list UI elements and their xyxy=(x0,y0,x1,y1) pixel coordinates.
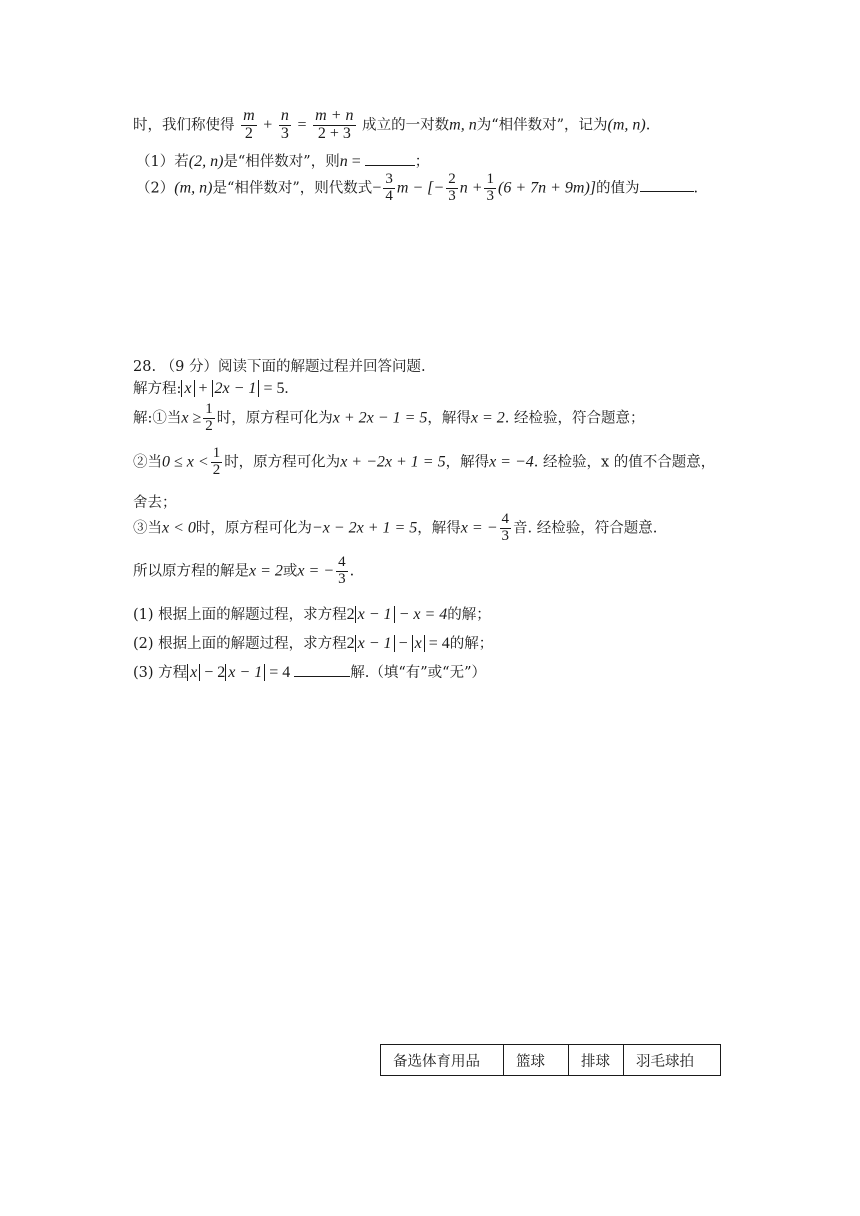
q27-intro-line: 时，我们称使得 $\frac{m}{2}$ + $\frac{n}{3}$ = $\frac{m + n}{2 + 3}$ 成立的一对数m, n为“相伴数对”，记为(m, n). xyxy=(133,107,651,142)
answer-blank[interactable] xyxy=(640,177,694,192)
q28-case2: ②当0 ≤ x < $\frac{1}{2}$ 时，原方程可化为x + −2x + 1 = 5，解得x = −4. 经检验，x 的值不合题意， xyxy=(133,445,716,478)
q28-heading: 28. （9 分）阅读下面的解题过程并回答问题. xyxy=(133,359,426,375)
q27-intro-named: 为“相伴数对”，记为 xyxy=(476,117,608,134)
fraction-1-3: $\frac{1}{3}$ xyxy=(486,171,494,204)
fraction-4-3: $\frac{4}{3}$ xyxy=(501,511,509,544)
q28-sub2: (2) 根据上面的解题过程，求方程2 x − 1 − x = 4的解； xyxy=(133,635,494,652)
fraction-n-over-3: $\frac{n}{3}$ xyxy=(280,107,289,142)
q28-case1: 解:①当x ≥ $\frac{1}{2}$ 时，原方程可化为x + 2x − 1 = 5，解得x = 2. 经检验，符合题意； xyxy=(133,401,645,434)
q28-case2-cont: 舍去； xyxy=(133,495,177,511)
fraction-m-over-2: $\frac{m}{2}$ xyxy=(243,107,255,142)
fraction-rhs: $\frac{m + n}{2 + 3}$ xyxy=(315,107,354,142)
q28-conclusion: 所以原方程的解是x = 2或x = − $\frac{4}{3}$ . xyxy=(133,554,355,587)
q27-intro-before: 时，我们称使得 xyxy=(133,117,235,134)
q27-part2: （2）(m, n)是“相伴数对”，则代数式− $\frac{3}{4}$ m − [− $\frac{2}{3}$ n + $\frac{1}{3}$ (6 + 7n + 9m)]的值为 . xyxy=(136,171,699,204)
fraction-4-3: $\frac{4}{3}$ xyxy=(338,554,346,587)
table-row xyxy=(381,1045,721,1076)
q27-intro-mid: 成立的一对数 xyxy=(362,117,450,134)
q28-sub1: (1) 根据上面的解题过程，求方程2 x − 1 − x = 4的解； xyxy=(133,606,491,623)
fraction-1-2: $\frac{1}{2}$ xyxy=(205,401,213,434)
table-cell: 排球 xyxy=(569,1045,624,1076)
q28-sub3: (3) 方程 x − 2 x − 1 = 4 解.（填“有”或“无”） xyxy=(133,664,486,681)
fraction-3-4: $\frac{3}{4}$ xyxy=(385,171,393,204)
fraction-2-3: $\frac{2}{3}$ xyxy=(448,171,456,204)
q28-equation: 解方程: x + 2x − 1 = 5. xyxy=(133,380,289,397)
answer-blank[interactable] xyxy=(294,662,350,677)
q27-pair-notation: (m, n) xyxy=(607,116,646,134)
sports-items-table xyxy=(380,1044,721,1076)
table-cell: 羽毛球拍 xyxy=(624,1045,721,1076)
answer-blank[interactable] xyxy=(365,151,415,166)
table-cell: 备选体育用品 xyxy=(381,1045,504,1076)
q27-pair-vars: m, n xyxy=(449,116,477,134)
table-cell: 篮球 xyxy=(504,1045,569,1076)
q28-case3: ③当x < 0时，原方程可化为−x − 2x + 1 = 5，解得x = − $\frac{4}{3}$ 音. 经检验，符合题意. xyxy=(133,511,658,544)
q27-part1: （1）若(2, n)是“相伴数对”，则n = ； xyxy=(136,153,430,170)
fraction-1-2: $\frac{1}{2}$ xyxy=(212,445,221,478)
